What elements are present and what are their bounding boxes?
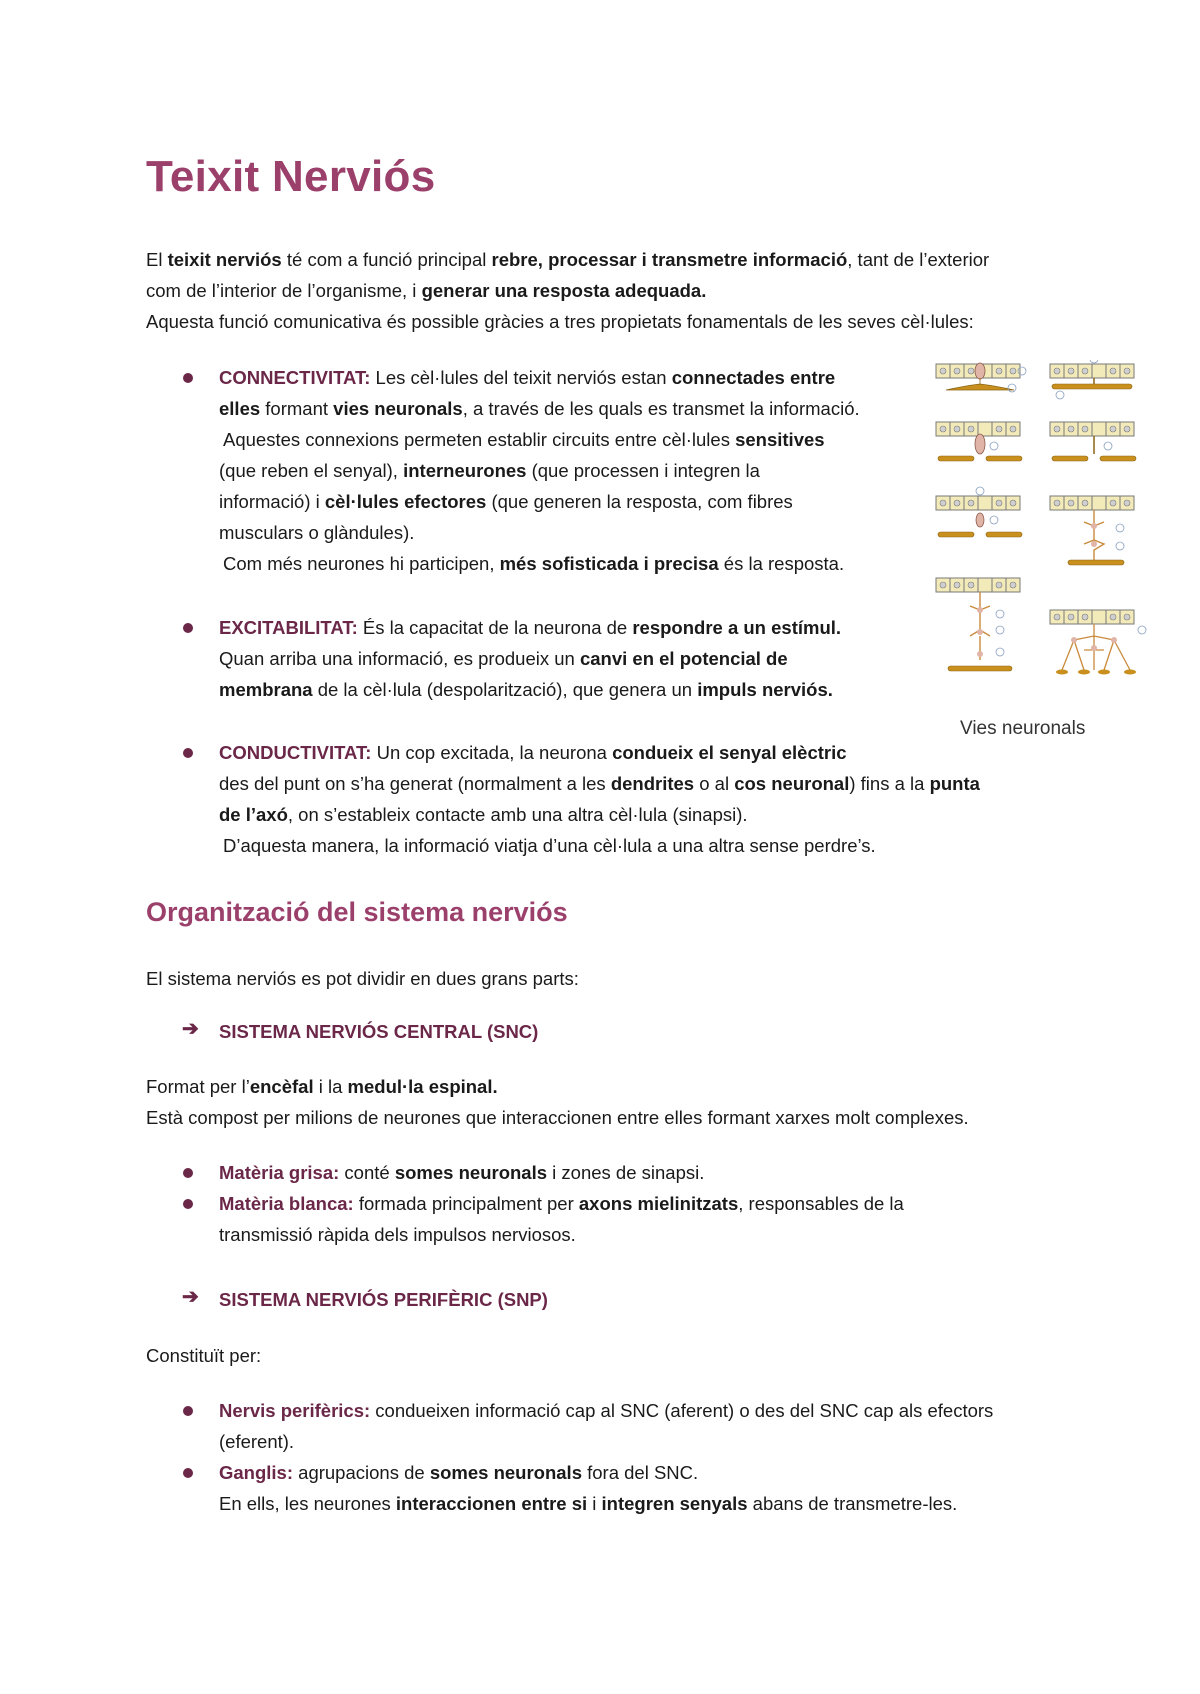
pathway-diagram-6 [1050, 496, 1134, 565]
text: Format per l’ [146, 1076, 250, 1097]
text: És la capacitat de la neurona de [357, 617, 633, 638]
text: té com a funció principal [281, 249, 492, 270]
text: formant [260, 398, 334, 419]
term-label: Ganglis: [219, 1462, 294, 1483]
bold-text: impuls nerviós. [697, 679, 833, 700]
connectivitat-line-3 [223, 424, 825, 455]
bold-text: de l’axó [219, 804, 288, 825]
snp-heading: SISTEMA NERVIÓS PERIFÈRIC (SNP) [219, 1289, 548, 1310]
bold-text: cos neuronal [734, 773, 850, 794]
snc-line-2: Està compost per milions de neurones que interaccionen entre elles formant xarxes molt complexes. [146, 1107, 969, 1128]
figure-caption: Vies neuronals [960, 718, 1086, 739]
text: (que reben el senyal), [219, 460, 404, 481]
bold-text: integren senyals [601, 1493, 748, 1514]
bold-text: condueix el senyal elèctric [612, 742, 847, 763]
text: Les cèl·lules del teixit nerviós estan [370, 367, 672, 388]
snc-heading: SISTEMA NERVIÓS CENTRAL (SNC) [219, 1021, 539, 1042]
org-intro: El sistema nerviós es pot dividir en dues grans parts: [146, 968, 579, 989]
conductivitat-line-3 [219, 799, 748, 830]
bullet-icon [183, 1406, 193, 1416]
connectivitat-line-2 [219, 393, 860, 424]
pathway-diagram-4 [1050, 422, 1136, 461]
connectivitat-line-7 [223, 548, 844, 579]
ganglis-line-2 [219, 1488, 957, 1519]
bold-text: sensitives [735, 429, 825, 450]
bold-text: dendrites [610, 773, 695, 794]
text: ) fins a la [849, 773, 930, 794]
bold-text: connectades entre [671, 367, 836, 388]
bold-text: medul·la espinal. [347, 1076, 498, 1097]
bold-text: canvi en el potencial de [579, 648, 788, 669]
pathway-diagram-3 [936, 422, 1022, 461]
text: Com més neurones hi participen, [223, 553, 500, 574]
text: En ells, les neurones [219, 1493, 396, 1514]
nervis-perifèrics [219, 1395, 993, 1426]
section-heading: Organització del sistema nerviós [146, 897, 568, 927]
excitabilitat-line-1 [219, 612, 841, 643]
neural-pathways-figure [934, 360, 1158, 700]
text: i la [313, 1076, 348, 1097]
pathway-diagram-2 [1050, 360, 1134, 399]
connectivitat-line-4 [219, 455, 760, 486]
ganglis [219, 1457, 698, 1488]
text: Quan arriba una informació, es produeix un [219, 648, 580, 669]
text: informació) i [219, 491, 325, 512]
page-title: Teixit Nerviós [146, 152, 436, 201]
text: Un cop excitada, la neurona [371, 742, 613, 763]
excitabilitat-line-2 [219, 643, 788, 674]
bold-text: vies neuronals [333, 398, 463, 419]
text: , responsables de la [738, 1193, 904, 1214]
text: com de l’interior de l’organisme, i [146, 280, 422, 301]
bold-text: cèl·lules efectores [324, 491, 487, 512]
text: i [587, 1493, 602, 1514]
connectivitat-line-5 [219, 486, 793, 517]
conductivitat-line-1 [219, 737, 847, 768]
text: i zones de sinapsi. [547, 1162, 705, 1183]
term-label: Matèria grisa: [219, 1162, 340, 1183]
bold-text: elles [219, 398, 261, 419]
pathway-diagram-1 [936, 363, 1026, 392]
connectivitat-line-6: musculars o glàndules). [219, 522, 415, 543]
pathway-diagram-8 [1050, 610, 1146, 675]
intro-line-2 [146, 275, 706, 306]
bold-text: més sofisticada i precisa [499, 553, 719, 574]
text: agrupacions de [293, 1462, 430, 1483]
text: Aquestes connexions permeten establir circuits entre cèl·lules [223, 429, 736, 450]
connectivitat-line-1 [219, 362, 835, 393]
text: abans de transmetre-les. [747, 1493, 958, 1514]
bold-text: axons mielinitzats [578, 1193, 739, 1214]
property-label: CONDUCTIVITAT: [219, 742, 372, 763]
bold-text: somes neuronals [429, 1462, 582, 1483]
snp-intro: Constituït per: [146, 1345, 262, 1366]
text: (que processen i integren la [526, 460, 760, 481]
bullet-icon [183, 748, 193, 758]
bullet-icon [183, 623, 193, 633]
bold-text: rebre, processar i transmetre informació [491, 249, 848, 270]
bold-text: interaccionen entre si [395, 1493, 588, 1514]
term-label: Matèria blanca: [219, 1193, 354, 1214]
text: de la cèl·lula (despolarització), que genera un [312, 679, 698, 700]
property-label: CONNECTIVITAT: [219, 367, 371, 388]
nervis-line-2: (eferent). [219, 1431, 295, 1452]
bullet-icon [183, 373, 193, 383]
bold-text: membrana [219, 679, 313, 700]
arrow-right-icon: ➔ [182, 1286, 199, 1308]
excitabilitat-line-3 [219, 674, 833, 705]
bold-text: interneurones [403, 460, 527, 481]
bold-text: teixit nerviós [167, 249, 282, 270]
property-label: EXCITABILITAT: [219, 617, 358, 638]
bullet-icon [183, 1468, 193, 1478]
conductivitat-line-2 [219, 768, 980, 799]
bold-text: encèfal [249, 1076, 314, 1097]
text: El [146, 249, 168, 270]
conductivitat-line-4: D’aquesta manera, la informació viatja d’una cèl·lula a una altra sense perdre’s. [223, 835, 876, 856]
pathway-diagram-5 [936, 487, 1022, 537]
text: (que generen la resposta, com fibres [486, 491, 793, 512]
bullet-icon [183, 1199, 193, 1209]
text: , on s’estableix contacte amb una altra cèl·lula (sinapsi). [287, 804, 748, 825]
bold-text: somes neuronals [394, 1162, 548, 1183]
text: condueixen informació cap al SNC (aferent) o des del SNC cap als efectors [370, 1400, 994, 1421]
text: fora del SNC. [581, 1462, 699, 1483]
text: des del punt on s’ha generat (normalment a les [219, 773, 611, 794]
text: conté [339, 1162, 395, 1183]
materia-blanca-line-2: transmissió ràpida dels impulsos nerviosos. [219, 1224, 576, 1245]
materia-blanca [219, 1188, 904, 1219]
bullet-icon [183, 1168, 193, 1178]
materia-grisa [219, 1157, 704, 1188]
text: és la resposta. [718, 553, 845, 574]
snc-line-1 [146, 1071, 498, 1102]
text: o al [694, 773, 735, 794]
text: , tant de l’exterior [847, 249, 990, 270]
bold-text: generar una resposta adequada. [421, 280, 707, 301]
bold-text: punta [929, 773, 980, 794]
term-label: Nervis perifèrics: [219, 1400, 371, 1421]
arrow-right-icon: ➔ [182, 1018, 199, 1040]
pathway-diagram-7 [936, 578, 1020, 671]
intro-line-1 [146, 244, 989, 275]
text: , a través de les quals es transmet la informació. [462, 398, 860, 419]
intro-line-3: Aquesta funció comunicativa és possible gràcies a tres propietats fonamentals de les seves cèl·lules: [146, 311, 974, 332]
bold-text: respondre a un estímul. [632, 617, 842, 638]
text: formada principalment per [353, 1193, 579, 1214]
